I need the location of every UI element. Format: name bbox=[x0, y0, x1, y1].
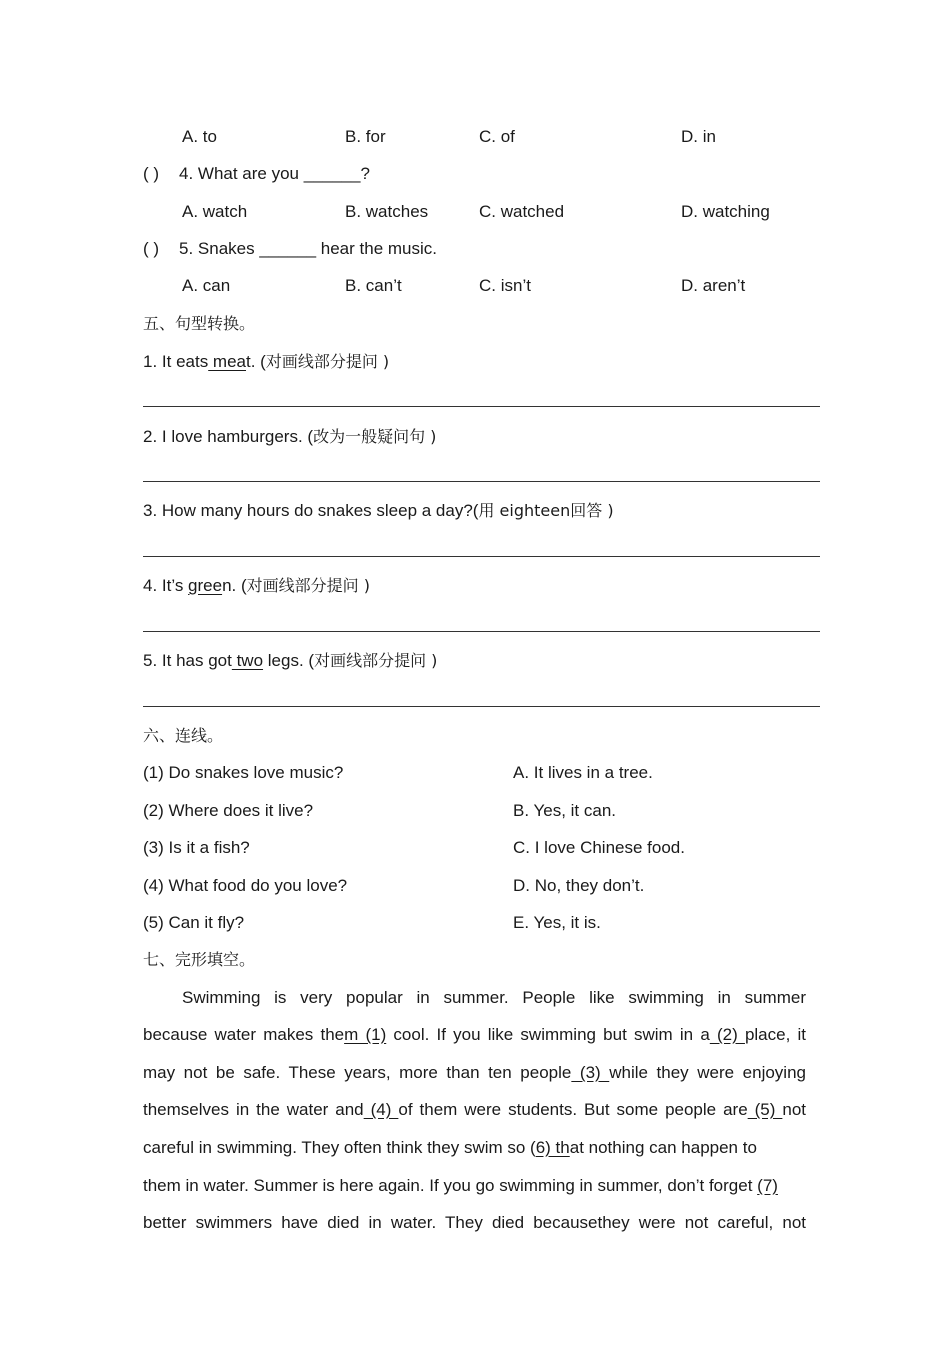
s5-item-4-text: 4. It’s bbox=[143, 576, 189, 595]
cloze-text: at nothing can happen to bbox=[569, 1138, 757, 1157]
cloze-blank-4[interactable]: (4) bbox=[363, 1100, 399, 1119]
cloze-text: while they were enjoying bbox=[609, 1063, 806, 1082]
match-right-b: B. Yes, it can. bbox=[513, 801, 617, 820]
cloze-blank-6[interactable]: 6) th bbox=[535, 1138, 570, 1157]
s5-item-4-text-end: n. ( bbox=[222, 576, 247, 595]
cloze-text: cool. If you like swimming but swim in a bbox=[386, 1025, 710, 1044]
q4-option-b: B. watches bbox=[345, 202, 429, 221]
cloze-line-3 bbox=[143, 1063, 806, 1083]
section5-title: 五、句型转换。 bbox=[143, 314, 256, 333]
match-right-e: E. Yes, it is. bbox=[513, 913, 601, 932]
s5-item-2-text: 2. I love hamburgers. ( bbox=[143, 427, 314, 446]
cloze-text: Swimming is very popular in summer. People like swimming in summer bbox=[182, 988, 806, 1007]
cloze-text: place, it bbox=[744, 1025, 806, 1044]
answer-line-2[interactable] bbox=[143, 481, 820, 482]
s5-item-5-underlined: two bbox=[231, 651, 264, 670]
q5-question: 5. Snakes ______ hear the music. bbox=[179, 239, 437, 258]
s5-item-1-underlined: mea bbox=[208, 352, 246, 371]
q5-option-a: A. can bbox=[182, 276, 231, 295]
s5-item-4 bbox=[143, 576, 370, 596]
s5-item-5-instruction: 对画线部分提问 ) bbox=[314, 651, 438, 670]
cloze-line-7 bbox=[143, 1213, 806, 1233]
s5-item-1 bbox=[143, 352, 389, 372]
match-right-a: A. It lives in a tree. bbox=[513, 763, 653, 782]
answer-line-5[interactable] bbox=[143, 706, 820, 707]
match-left-5: (5) Can it fly? bbox=[143, 913, 245, 932]
section6-title: 六、连线。 bbox=[143, 726, 224, 745]
s5-item-3 bbox=[143, 501, 614, 521]
cloze-text: careful in swimming. They often think they swim so ( bbox=[143, 1138, 536, 1157]
cloze-line-5 bbox=[143, 1138, 806, 1158]
s5-item-1-text: 1. It eats bbox=[143, 352, 209, 371]
q5-option-d: D. aren’t bbox=[681, 276, 746, 295]
cloze-line-1 bbox=[143, 988, 806, 1008]
q3-option-c: C. of bbox=[479, 127, 515, 146]
match-left-1: (1) Do snakes love music? bbox=[143, 763, 344, 782]
q4-answer-paren: ( ) bbox=[143, 164, 160, 183]
q5-option-b: B. can’t bbox=[345, 276, 402, 295]
s5-item-4-underlined: gree bbox=[188, 576, 223, 595]
q4-option-a: A. watch bbox=[182, 202, 248, 221]
cloze-blank-3[interactable]: (3) bbox=[571, 1063, 610, 1082]
cloze-blank-1[interactable]: m (1) bbox=[344, 1025, 387, 1044]
cloze-text: because water makes the bbox=[143, 1025, 345, 1044]
cloze-text: not bbox=[782, 1100, 807, 1119]
s5-item-1-instruction: 对画线部分提问 ) bbox=[265, 352, 390, 371]
q4-option-c: C. watched bbox=[479, 202, 565, 221]
match-left-4: (4) What food do you love? bbox=[143, 876, 348, 895]
q3-option-d: D. in bbox=[681, 127, 716, 146]
s5-item-5-text-end: legs. ( bbox=[263, 651, 315, 670]
answer-line-4[interactable] bbox=[143, 631, 820, 632]
cloze-text: better swimmers have died in water. They died becausethey were not careful, not bbox=[143, 1213, 806, 1232]
s5-item-2 bbox=[143, 427, 436, 447]
cloze-blank-5[interactable]: (5) bbox=[747, 1100, 783, 1119]
answer-line-3[interactable] bbox=[143, 556, 820, 557]
q3-option-a: A. to bbox=[182, 127, 217, 146]
match-right-c: C. I love Chinese food. bbox=[513, 838, 685, 857]
q5-answer-paren: ( ) bbox=[143, 239, 160, 258]
q3-option-b: B. for bbox=[345, 127, 386, 146]
s5-item-1-text-end: t. ( bbox=[246, 352, 266, 371]
cloze-blank-7[interactable]: (7) bbox=[757, 1176, 778, 1195]
s5-item-4-instruction: 对画线部分提问 ) bbox=[246, 576, 370, 595]
cloze-text: themselves in the water and bbox=[143, 1100, 364, 1119]
q4-question: 4. What are you ______? bbox=[179, 164, 370, 183]
s5-item-2-instruction: 改为一般疑问句 ) bbox=[313, 427, 437, 446]
match-right-d: D. No, they don’t. bbox=[513, 876, 645, 895]
q4-option-d: D. watching bbox=[681, 202, 770, 221]
cloze-line-2 bbox=[143, 1025, 806, 1045]
match-left-2: (2) Where does it live? bbox=[143, 801, 314, 820]
cloze-blank-2[interactable]: (2) bbox=[709, 1025, 745, 1044]
s5-item-5-text: 5. It has got bbox=[143, 651, 232, 670]
s5-item-3-instruction: 用 eighteen回答 ) bbox=[478, 501, 614, 520]
s5-item-5 bbox=[143, 651, 437, 671]
cloze-text: may not be safe. These years, more than ten people bbox=[143, 1063, 572, 1082]
cloze-text: them in water. Summer is here again. If you go swimming in summer, don’t forget bbox=[143, 1176, 758, 1195]
q5-option-c: C. isn’t bbox=[479, 276, 531, 295]
answer-line-1[interactable] bbox=[143, 406, 820, 407]
cloze-line-4 bbox=[143, 1100, 806, 1120]
section7-title: 七、完形填空。 bbox=[143, 950, 256, 969]
cloze-line-6 bbox=[143, 1176, 806, 1196]
s5-item-3-text: 3. How many hours do snakes sleep a day?( bbox=[143, 501, 479, 520]
match-left-3: (3) Is it a fish? bbox=[143, 838, 250, 857]
cloze-text: of them were students. But some people are bbox=[398, 1100, 748, 1119]
